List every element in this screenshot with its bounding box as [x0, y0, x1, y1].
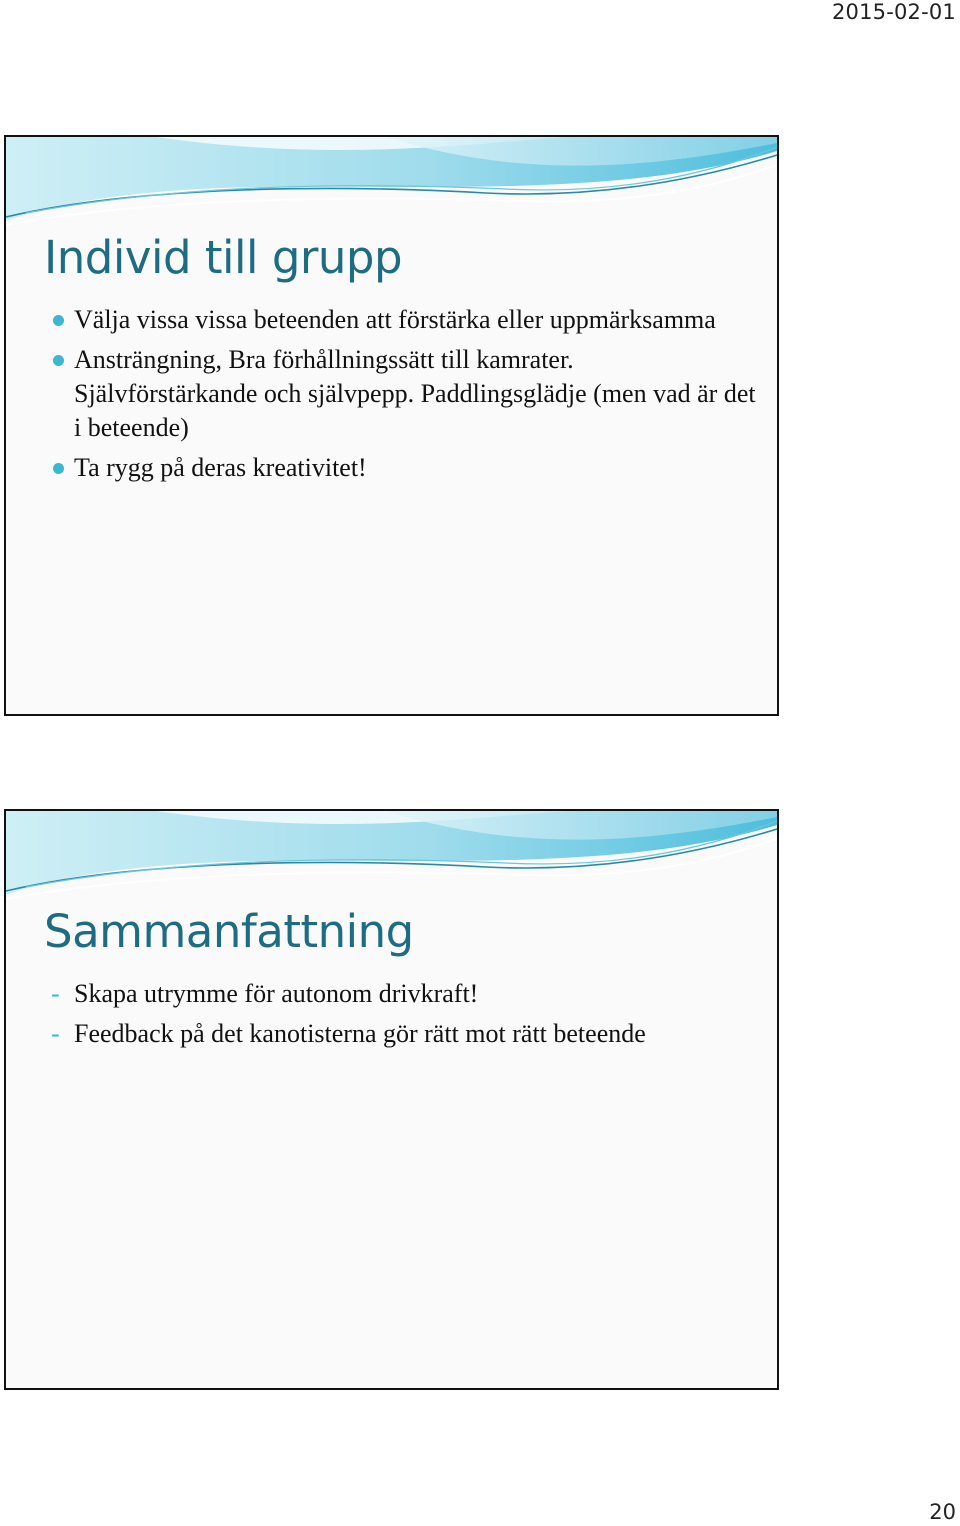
slide-sammanfattning [4, 809, 779, 1390]
list-item [6, 1017, 766, 1051]
list-item-text: Ta rygg på deras kreativitet! [74, 453, 367, 482]
list-item [6, 451, 766, 485]
bullet-dot-icon [53, 463, 64, 474]
bullet-dash-icon: - [51, 1019, 60, 1048]
wave-banner [6, 137, 777, 227]
list-item-text: Ansträngning, Bra förhållningssätt till kamrater. Självförstärkande och självpepp. Paddlingsglädje (men vad är det i beteende) [74, 345, 756, 442]
page-number: 20 [929, 1500, 956, 1524]
page-date: 2015-02-01 [831, 0, 956, 24]
slide-title: Sammanfattning [44, 905, 414, 958]
list-item [6, 303, 766, 337]
wave-banner [6, 811, 777, 901]
dash-list [6, 977, 766, 1057]
bullet-list [6, 303, 766, 491]
list-item-text: Välja vissa vissa beteenden att förstärka eller uppmärksamma [74, 305, 716, 334]
bullet-dot-icon [53, 315, 64, 326]
list-item-text: Skapa utrymme för autonom drivkraft! [74, 979, 479, 1008]
list-item-text: Feedback på det kanotisterna gör rätt mot rätt beteende [74, 1019, 646, 1048]
bullet-dash-icon: - [51, 979, 60, 1008]
slide-title: Individ till grupp [44, 231, 403, 284]
list-item [6, 343, 766, 445]
slide-individ-till-grupp [4, 135, 779, 716]
list-item [6, 977, 766, 1011]
bullet-dot-icon [53, 355, 64, 366]
